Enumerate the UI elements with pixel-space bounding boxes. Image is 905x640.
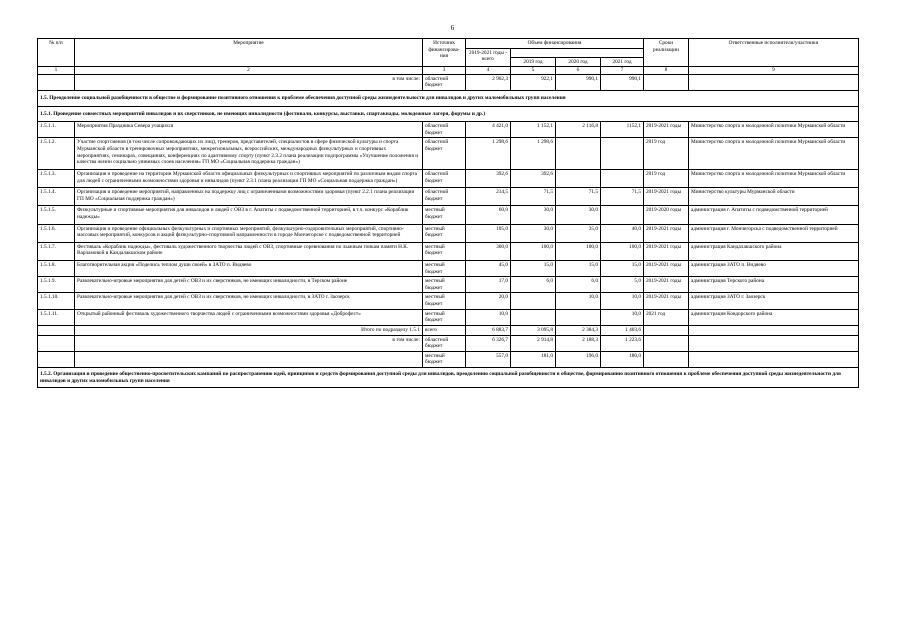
subtotal-local-2021: 180,0: [601, 351, 644, 367]
row-event: Организация и проведение на территории Мурманской области официальных физкультурных и спортивных мероприятий по различным видам спорта для людей с ограниченными возможностями здоровья и инвалидов (пункт 2.3.1 плана реализации ГП МО «Социальная поддержка граждан»): [75, 169, 423, 187]
row-2020: 15,0: [556, 261, 601, 277]
row-2021: 15,0: [601, 261, 644, 277]
section-1-5-1-row: [38, 106, 859, 122]
row-2021: 10,0: [601, 309, 644, 325]
row-source: местный бюджет: [423, 309, 466, 325]
row-num: 1.5.1.4.: [38, 188, 75, 206]
header-num: № п/п: [38, 39, 75, 67]
row-2020: 6,0: [556, 277, 601, 293]
table-row: [38, 122, 859, 138]
row-event: Физкультурные и спортивные мероприятия для инвалидов и людей с ОВЗ в г. Апатиты с подведомственной территорией, в т.ч. конкурс «Кораблик надежды»: [75, 206, 423, 224]
row-2021: 1152,1: [601, 122, 644, 138]
colnum-7: 7: [601, 67, 644, 75]
row-term: 2019-2021 годы: [644, 188, 689, 206]
subtotal-incl-source: областной бюджет: [423, 335, 466, 351]
row-term: 2019-2021 годы: [644, 277, 689, 293]
row-source: местный бюджет: [423, 206, 466, 224]
subtotal-total: 6 883,7: [466, 325, 511, 335]
row-source: областной бюджет: [423, 169, 466, 187]
row-term: 2019-2020 годы: [644, 206, 689, 224]
row-source: местный бюджет: [423, 224, 466, 242]
row-2019: 30,0: [511, 224, 556, 242]
top-incl-source: областной бюджет: [423, 74, 466, 90]
row-event: Открытый районный фестиваль художественного творчества людей с ограниченными возможностями здоровья «Доброфест»: [75, 309, 423, 325]
colnum-2: 2: [75, 67, 423, 75]
row-event: Мероприятия Праздника Севера учащихся: [75, 122, 423, 138]
section-1-5-2-row: [38, 367, 859, 387]
table-row: [38, 261, 859, 277]
row-source: местный бюджет: [423, 261, 466, 277]
row-resp: администрация Терского района: [689, 277, 859, 293]
row-2019: [511, 309, 556, 325]
top-incl-total: 2 902,3: [466, 74, 511, 90]
header-years-spacer: [511, 48, 644, 57]
header-2019: 2019 год: [511, 57, 556, 67]
row-resp: администрация г. Апатиты с подведомственной территорией: [689, 206, 859, 224]
column-numbers-row: [38, 67, 859, 75]
subtotal-incl-total: 6 326,7: [466, 335, 511, 351]
row-2019: 392,6: [511, 169, 556, 187]
row-term: 2019-2021 годы: [644, 122, 689, 138]
row-2020: [556, 138, 601, 169]
subtotal-row: [38, 325, 859, 335]
subtotal-local-2019: 181,0: [511, 351, 556, 367]
row-2020: 71,5: [556, 188, 601, 206]
section-1-5-2: 1.5.2. Организация и проведение общественно-просветительских кампаний по распространению идей, принципов и средств формирования доступной среды для инвалидов, преодолению социальной разобщенности в обществе, формированию позитивного отношения к проблеме обеспечения доступной среды жизнедеятельности для инвалидов и других маломобильных групп населения: [38, 367, 859, 387]
row-2020: 100,0: [556, 242, 601, 260]
colnum-4: 4: [466, 67, 511, 75]
subtotal-incl-label: в том числе:: [75, 335, 423, 351]
row-2019: 100,0: [511, 242, 556, 260]
table-row: [38, 138, 859, 169]
row-source: местный бюджет: [423, 277, 466, 293]
row-2019: [511, 293, 556, 309]
header-resp: Ответственные исполнители/участники: [689, 39, 859, 67]
top-incl-row: [38, 74, 859, 90]
row-2021: [601, 138, 644, 169]
subtotal-local-2020: 196,0: [556, 351, 601, 367]
subtotal-incl-row: [38, 335, 859, 351]
row-total: 60,0: [466, 206, 511, 224]
row-resp: администрация Кандалакшского района: [689, 242, 859, 260]
colnum-1: 1: [38, 67, 75, 75]
table-row: [38, 206, 859, 224]
top-incl-2019: 922,1: [511, 74, 556, 90]
colnum-5: 5: [511, 67, 556, 75]
page-number: 6: [450, 24, 455, 32]
top-incl-2020: 990,1: [556, 74, 601, 90]
header-term: Сроки реализации: [644, 39, 689, 67]
row-num: 1.5.1.1.: [38, 122, 75, 138]
header-2020: 2020 год: [556, 57, 601, 67]
row-2021: 40,0: [601, 224, 644, 242]
row-num: 1.5.1.10.: [38, 293, 75, 309]
row-term: 2019 год: [644, 138, 689, 169]
row-source: местный бюджет: [423, 293, 466, 309]
program-table: [37, 38, 859, 388]
colnum-3: 3: [423, 67, 466, 75]
section-1-5-1: 1.5.1. Проведение совместных мероприятий инвалидов и их сверстников, не имеющих инвалидности (фестивали, конкурсы, выставки, спартакиады, молодежные лагеря, форумы и др.): [38, 106, 859, 122]
row-2020: 10,0: [556, 293, 601, 309]
row-event: Развлекательно-игровые мероприятия для детей с ОВЗ и их сверстников, не имеющих инвалидности, в ЗАТО г. Заозерск: [75, 293, 423, 309]
row-source: областной бюджет: [423, 188, 466, 206]
colnum-6: 6: [556, 67, 601, 75]
row-2019: 1 298,6: [511, 138, 556, 169]
top-incl-label: в том числе:: [75, 74, 423, 90]
row-term: 2019-2021 годы: [644, 293, 689, 309]
row-2020: 35,0: [556, 224, 601, 242]
row-event: Организация и проведение мероприятий, направленных на поддержку лиц с ограниченными возможностями здоровья (пункт 2.2.1 плана реализации ГП МО «Социальная поддержка граждан»): [75, 188, 423, 206]
row-2020: [556, 169, 601, 187]
row-num: 1.5.1.5.: [38, 206, 75, 224]
section-1-5: 1.5. Преодоление социальной разобщенности в обществе и формирование позитивного отношения к проблеме обеспечения доступной среды жизнедеятельности для инвалидов и других маломобильных групп населения: [38, 91, 859, 107]
row-total: 392,6: [466, 169, 511, 187]
subtotal-2020: 2 384,3: [556, 325, 601, 335]
row-num: 1.5.1.3.: [38, 169, 75, 187]
header-row-1: [38, 39, 859, 49]
row-num: 1.5.1.6.: [38, 224, 75, 242]
header-volume: Объем финансирования: [466, 39, 644, 49]
subtotal-source: всего: [423, 325, 466, 335]
row-2021: 71,5: [601, 188, 644, 206]
row-term: 2019-2021 годы: [644, 242, 689, 260]
row-total: 4 421,0: [466, 122, 511, 138]
row-2019: 15,0: [511, 261, 556, 277]
row-event: Участие спортсменов (в том числе сопровождающих их лиц), тренеров, представителей, специалистов в сфере физической культуры и спорта Мурманской области в тренировочных мероприятиях, межрегиональных, всероссийских, международных физкультурных и спортивных мероприятиях, семинарах, совещаниях, конференциях по адаптивному спорту (пункт 2.3.2 плана реализации подпрограммы «Улучшение положения и качества жизни социально уязвимых слоев населения» ГП МО «Социальная поддержка граждан»): [75, 138, 423, 169]
row-resp: администрация ЗАТО г. Заозерск: [689, 293, 859, 309]
top-incl-2021: 990,1: [601, 74, 644, 90]
row-source: местный бюджет: [423, 242, 466, 260]
colnum-8: 8: [644, 67, 689, 75]
subtotal-local-total: 557,0: [466, 351, 511, 367]
row-2021: 100,0: [601, 242, 644, 260]
colnum-9: 9: [689, 67, 859, 75]
header-event: Мероприятие: [75, 39, 423, 67]
section-1-5-row: [38, 91, 859, 107]
row-event: Благотворительная акция «Поделись теплом души своей» в ЗАТО п. Видяево: [75, 261, 423, 277]
header-source: Источник финансирова-ния: [423, 39, 466, 67]
row-2020: 30,0: [556, 206, 601, 224]
row-event: Организация и проведение официальных физкультурных и спортивных мероприятий, физкультурно-оздоровительных мероприятий, спортивно-массовых мероприятий, конкурсов и акций физкультурно-спортивной направленности в городе Мончегорске с подведомственной территорией: [75, 224, 423, 242]
subtotal-local-row: [38, 351, 859, 367]
subtotal-incl-2020: 2 188,3: [556, 335, 601, 351]
row-term: 2019 год: [644, 169, 689, 187]
row-resp: администрация ЗАТО п. Видяево: [689, 261, 859, 277]
row-2021: 5,0: [601, 277, 644, 293]
row-2021: [601, 169, 644, 187]
row-resp: администрация г. Мончегорска с подведомственной территорией: [689, 224, 859, 242]
row-num: 1.5.1.8.: [38, 261, 75, 277]
row-total: 45,0: [466, 261, 511, 277]
row-event: Фестиваль «Кораблик надежды», фестиваль художественного творчества людей с ОВЗ, спортивные соревнования по лыжным гонкам памяти Н.К. Варламовой в Кандалакшском районе: [75, 242, 423, 260]
table-row: [38, 224, 859, 242]
table-row: [38, 188, 859, 206]
row-resp: Министерство спорта и молодежной политики Мурманской области: [689, 122, 859, 138]
table-row: [38, 277, 859, 293]
row-total: 300,0: [466, 242, 511, 260]
row-2021: 10,0: [601, 293, 644, 309]
row-term: 2019-2021 годы: [644, 261, 689, 277]
row-source: областной бюджет: [423, 138, 466, 169]
row-total: 17,0: [466, 277, 511, 293]
row-2019: 6,0: [511, 277, 556, 293]
row-resp: Министерство спорта и молодежной политики Мурманской области: [689, 138, 859, 169]
row-num: 1.5.1.11.: [38, 309, 75, 325]
row-2019: 1 152,1: [511, 122, 556, 138]
table-row: [38, 169, 859, 187]
subtotal-incl-2021: 1 223,6: [601, 335, 644, 351]
subtotal-2019: 3 095,8: [511, 325, 556, 335]
row-event: Развлекательно-игровые мероприятия для детей с ОВЗ и их сверстников, не имеющих инвалидности, в Терском районе: [75, 277, 423, 293]
row-2019: 30,0: [511, 206, 556, 224]
row-term: 2021 год: [644, 309, 689, 325]
row-resp: администрация Ковдорского района: [689, 309, 859, 325]
header-total: 2019-2021 годы - всего: [466, 48, 511, 67]
row-source: областной бюджет: [423, 122, 466, 138]
row-term: 2019-2021 годы: [644, 224, 689, 242]
row-2019: 71,5: [511, 188, 556, 206]
subtotal-incl-2019: 2 914,8: [511, 335, 556, 351]
subtotal-local-source: местный бюджет: [423, 351, 466, 367]
event-rows: [38, 122, 859, 326]
row-2020: [556, 309, 601, 325]
table-row: [38, 242, 859, 260]
table-row: [38, 293, 859, 309]
row-2020: 2 116,8: [556, 122, 601, 138]
row-resp: Министерство культуры Мурманской области: [689, 188, 859, 206]
row-num: 1.5.1.9.: [38, 277, 75, 293]
header-2021: 2021 год: [601, 57, 644, 67]
row-total: 10,0: [466, 309, 511, 325]
table-row: [38, 309, 859, 325]
row-num: 1.5.1.2.: [38, 138, 75, 169]
subtotal-label: Итого по подразделу 1.5.1: [75, 325, 423, 335]
row-2021: [601, 206, 644, 224]
row-total: 105,0: [466, 224, 511, 242]
row-total: 20,0: [466, 293, 511, 309]
row-total: 1 298,6: [466, 138, 511, 169]
row-num: 1.5.1.7.: [38, 242, 75, 260]
row-resp: Министерство спорта и молодежной политики Мурманской области: [689, 169, 859, 187]
subtotal-2021: 1 403,6: [601, 325, 644, 335]
row-total: 214,5: [466, 188, 511, 206]
